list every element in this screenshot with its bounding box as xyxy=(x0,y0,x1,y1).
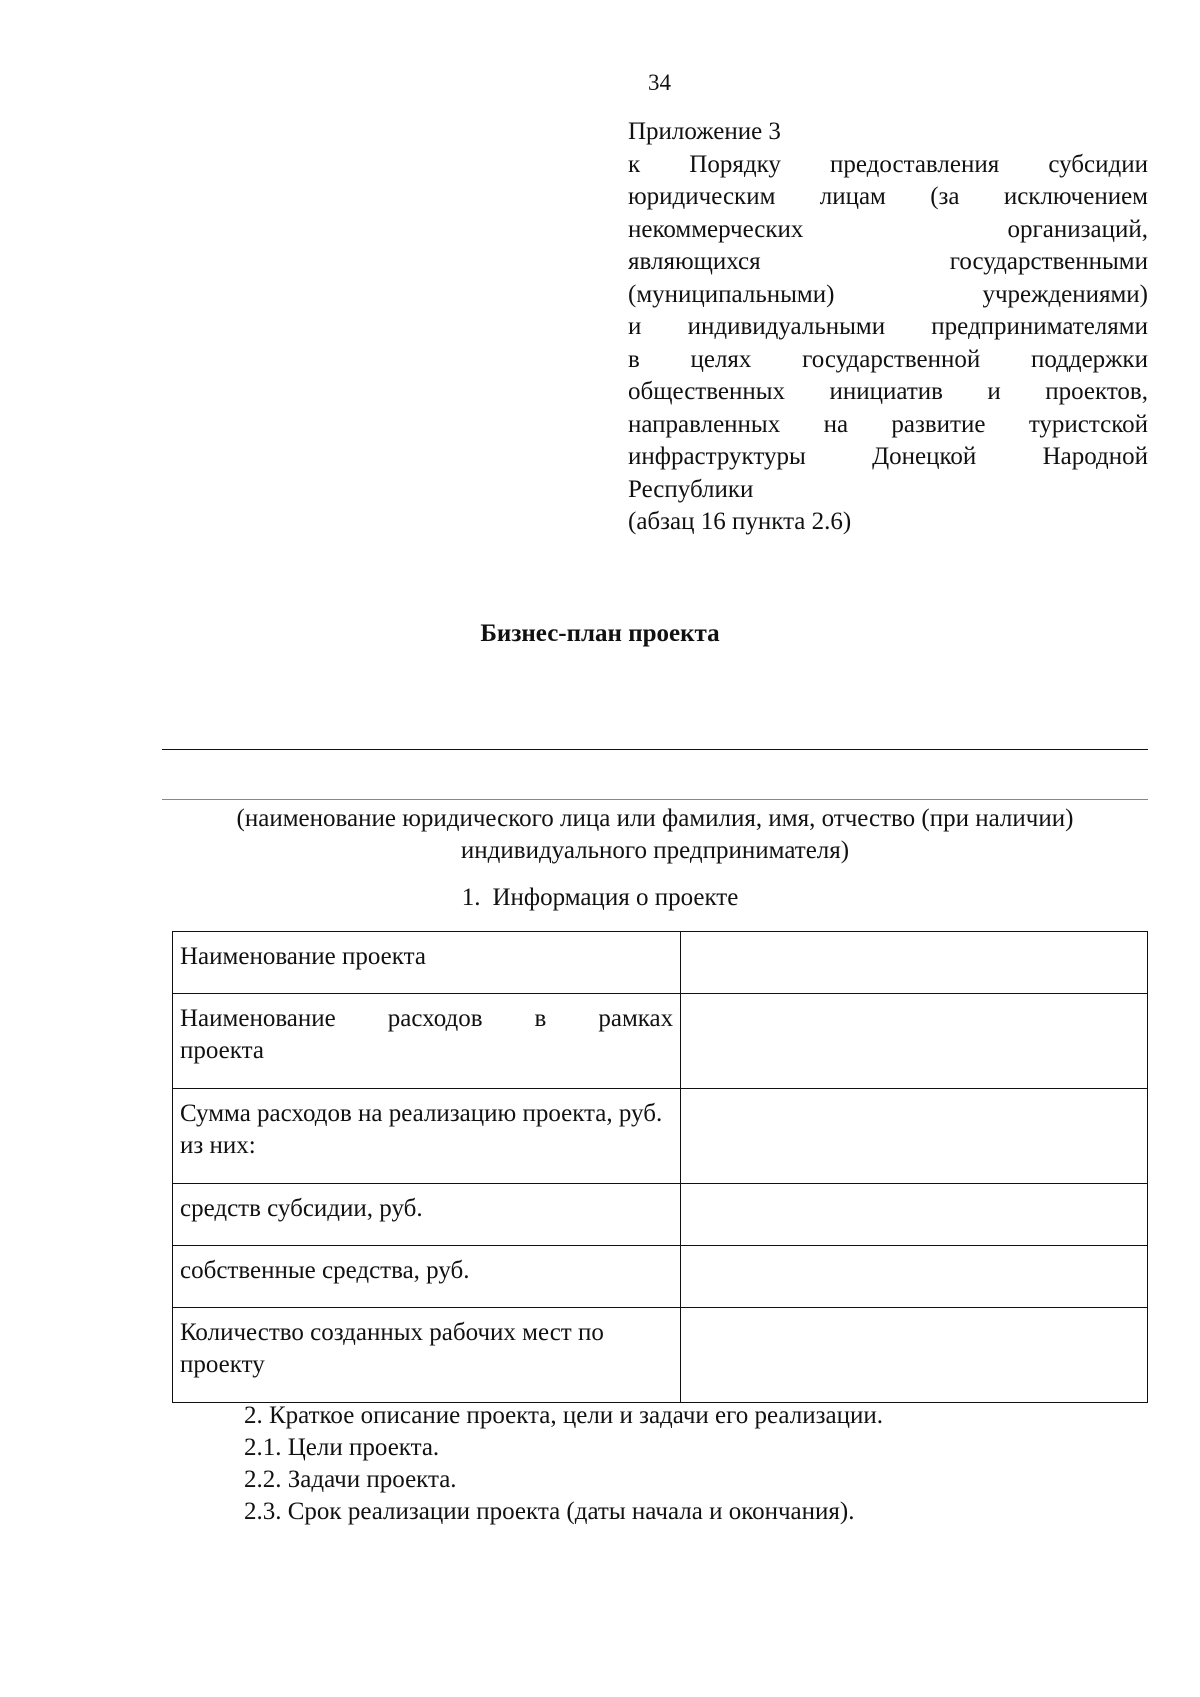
caption-line: индивидуального предпринимателя) xyxy=(460,837,850,864)
word: развитие xyxy=(891,410,986,438)
word: направленных xyxy=(628,410,781,438)
caption-line: (наименование юридического лица или фамилия, имя, отчество (при наличии) xyxy=(236,805,1074,832)
word: инициатив xyxy=(829,378,943,405)
row-value[interactable] xyxy=(681,932,1148,994)
entity-name-caption xyxy=(162,803,1148,867)
table-row xyxy=(173,1308,1148,1403)
word: в xyxy=(628,345,640,373)
row-label-line xyxy=(180,1003,673,1035)
row-label: собственные средства, руб. xyxy=(173,1246,681,1308)
project-info-table xyxy=(172,931,1148,1403)
row-value[interactable] xyxy=(681,994,1148,1089)
list-item: 2.3. Срок реализации проекта (даты начала и окончания). xyxy=(244,1498,855,1525)
row-value[interactable] xyxy=(681,1308,1148,1403)
word: субсидии xyxy=(1048,150,1148,178)
word: юридическим xyxy=(628,183,776,210)
word: Порядку xyxy=(689,150,781,178)
word: предоставления xyxy=(830,150,1000,178)
appendix-line: Республики xyxy=(628,475,754,503)
name-entry-line xyxy=(162,799,1148,800)
word: проектов, xyxy=(1045,378,1148,405)
table-row xyxy=(173,1184,1148,1246)
appendix-line xyxy=(628,279,1148,312)
section-title: Информация о проекте xyxy=(492,884,739,911)
word: государственной xyxy=(802,345,981,373)
word: Народной xyxy=(1042,443,1148,470)
appendix-line xyxy=(628,441,1148,474)
appendix-line xyxy=(628,376,1148,409)
appendix-line xyxy=(628,181,1148,214)
word: (за xyxy=(930,183,960,210)
word: общественных xyxy=(628,378,786,405)
row-label-line: проекта xyxy=(180,1037,264,1064)
appendix-line xyxy=(628,149,1148,182)
word: лицам xyxy=(819,183,886,210)
row-value[interactable] xyxy=(681,1246,1148,1308)
appendix-line: (абзац 16 пункта 2.6) xyxy=(628,508,852,535)
row-label: Количество созданных рабочих мест по проекту xyxy=(173,1308,681,1403)
document-title: Бизнес-план проекта xyxy=(480,620,720,647)
section-heading xyxy=(0,884,1200,912)
word: Наименование xyxy=(180,1005,336,1032)
table-row xyxy=(173,994,1148,1089)
name-entry-line xyxy=(162,749,1148,750)
appendix-line: Приложение 3 xyxy=(628,118,781,145)
appendix-line xyxy=(628,344,1148,377)
word: к xyxy=(628,150,641,178)
word: и xyxy=(987,378,1001,405)
row-label xyxy=(173,994,681,1089)
appendix-line xyxy=(628,246,1148,279)
word: предпринимателями xyxy=(931,313,1148,340)
row-label: средств субсидии, руб. xyxy=(173,1184,681,1246)
project-description-list xyxy=(244,1400,883,1528)
list-item: 2.1. Цели проекта. xyxy=(244,1434,440,1461)
list-item: 2.2. Задачи проекта. xyxy=(244,1466,457,1493)
table-row xyxy=(173,1246,1148,1308)
word: учреждениями) xyxy=(982,280,1148,308)
appendix-line xyxy=(628,311,1148,344)
row-label: Наименование проекта xyxy=(173,932,681,994)
word: расходов xyxy=(387,1005,483,1032)
word: поддержки xyxy=(1030,345,1148,373)
table-row xyxy=(173,932,1148,994)
word: и xyxy=(628,313,642,340)
table-row xyxy=(173,1089,1148,1184)
word: инфраструктуры xyxy=(628,443,806,470)
word: исключением xyxy=(1003,183,1148,210)
word: Донецкой xyxy=(872,443,977,470)
row-value[interactable] xyxy=(681,1184,1148,1246)
word: некоммерческих xyxy=(628,215,804,243)
row-label: Сумма расходов на реализацию проекта, руб. из них: xyxy=(173,1089,681,1184)
section-number: 1. xyxy=(461,884,481,911)
row-value[interactable] xyxy=(681,1089,1148,1184)
word: (муниципальными) xyxy=(628,280,835,308)
appendix-header xyxy=(628,116,1148,539)
word: целях xyxy=(690,345,752,373)
word: государственными xyxy=(949,248,1148,275)
appendix-line xyxy=(628,214,1148,247)
word: на xyxy=(823,410,849,438)
word: в xyxy=(534,1005,547,1032)
word: рамках xyxy=(598,1005,674,1032)
list-item: 2. Краткое описание проекта, цели и задачи его реализации. xyxy=(244,1402,883,1429)
word: индивидуальными xyxy=(687,313,886,340)
word: являющихся xyxy=(628,248,761,275)
word: туристской xyxy=(1028,410,1148,438)
word: организаций, xyxy=(1007,215,1148,243)
page-number: 34 xyxy=(648,70,671,95)
appendix-line xyxy=(628,409,1148,442)
